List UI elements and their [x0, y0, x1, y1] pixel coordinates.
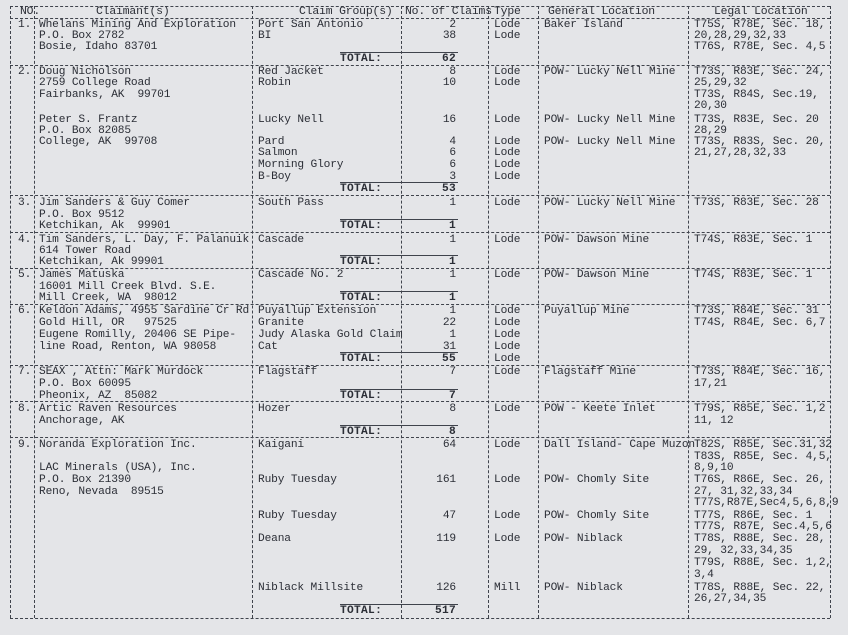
legal-location: T78S, R88E, Sec. 28, — [694, 533, 826, 545]
claim-type: Lode — [494, 439, 521, 451]
general-location: POW- Niblack — [544, 533, 623, 545]
table-vertical-rule — [10, 6, 11, 618]
legal-location: 20,30 — [694, 100, 727, 112]
legal-location: 21,27,28,32,33 — [694, 147, 786, 159]
general-location: Puyallup Mine — [544, 305, 630, 317]
claimant-line: LAC Minerals (USA), Inc. — [39, 462, 197, 474]
header-claim-group: Claim Group(s) — [299, 6, 393, 18]
row-number: 6. — [18, 305, 32, 317]
general-location: POW- Lucky Nell Mine — [544, 114, 676, 126]
table-vertical-rule — [252, 6, 253, 618]
claim-group: B-Boy — [258, 171, 291, 183]
row-number: 2. — [18, 66, 32, 78]
claim-type: Lode — [494, 329, 521, 341]
total-label: TOTAL: — [340, 220, 383, 232]
claim-count: 4 — [449, 136, 456, 148]
claim-group: Granite — [258, 317, 304, 329]
total-value: 55 — [441, 353, 456, 365]
legal-location: T77S, R87E, Sec.4,5,6 — [694, 521, 832, 533]
claim-count: 22 — [442, 317, 456, 329]
claimant-line: College, AK 99708 — [39, 136, 158, 148]
claim-group: Flagstaff — [258, 366, 318, 378]
legal-location: T79S, R88E, Sec. 1,2, — [694, 557, 832, 569]
legal-location: 20,28,29,32,33 — [694, 30, 786, 42]
claim-group: Puyallup Extension — [258, 305, 377, 317]
claim-type: Lode — [494, 171, 521, 183]
total-value: 7 — [448, 390, 456, 402]
claimant-line: Eugene Romilly, 20406 SE Pipe- — [39, 329, 236, 341]
claim-count: 126 — [436, 582, 456, 594]
row-number: 3. — [18, 197, 32, 209]
legal-location: 11, 12 — [694, 415, 734, 427]
claim-group: Red Jacket — [258, 66, 324, 78]
claim-count: 7 — [449, 366, 456, 378]
legal-location: T77S,R87E,Sec4,5,6,8,9 — [694, 497, 839, 509]
legal-location: 25,29,32 — [694, 77, 747, 89]
claimant-line: Mill Creek, WA 98012 — [39, 292, 177, 304]
claimant-line: Jim Sanders & Guy Comer — [39, 197, 190, 209]
legal-location: T74S, R84E, Sec. 6,7 — [694, 317, 826, 329]
legal-location: T82S, R85E, Sec.31,32 — [694, 439, 832, 451]
general-location: POW- Chomly Site — [544, 510, 650, 522]
header-num-claims: No. of Claims — [405, 6, 492, 18]
claim-group: Lucky Nell — [258, 114, 324, 126]
legal-location: T76S, R78E, Sec. 4,5 — [694, 41, 826, 53]
claimant-line: Fairbanks, AK 99701 — [39, 89, 171, 101]
claim-type: Lode — [494, 66, 521, 78]
legal-location: T73S, R84E, Sec. 16, — [694, 366, 826, 378]
general-location: Baker Island — [544, 19, 623, 31]
claimant-line: P.O. Box 60095 — [39, 378, 131, 390]
claimant-line: line Road, Renton, WA 98058 — [39, 341, 217, 353]
table-horizontal-rule — [10, 195, 830, 196]
claim-group: Pard — [258, 136, 285, 148]
total-value: 1 — [448, 292, 456, 304]
claim-group: South Pass — [258, 197, 324, 209]
row-number: 5. — [18, 269, 32, 281]
general-location: POW- Niblack — [544, 582, 623, 594]
claim-count: 1 — [449, 234, 456, 246]
legal-location: T74S, R83E, Sec. 1 — [694, 234, 813, 246]
claimant-line: Pheonix, AZ 85082 — [39, 390, 158, 402]
claim-group: Morning Glory — [258, 159, 344, 171]
claim-count: 8 — [449, 403, 456, 415]
legal-location: T73S, R83E, Sec. 28 — [694, 197, 819, 209]
claimant-line: Ketchikan, Ak 99901 — [39, 220, 171, 232]
claim-type: Lode — [494, 136, 521, 148]
legal-location: T83S, R85E, Sec. 4,5, — [694, 451, 832, 463]
claim-count: 31 — [442, 341, 456, 353]
total-label: TOTAL: — [340, 605, 383, 617]
claim-type: Lode — [494, 317, 521, 329]
legal-location: T75S, R78E, Sec. 18, — [694, 19, 826, 31]
row-number: 8. — [18, 403, 32, 415]
legal-location: T73S, R84E, Sec. 31 — [694, 305, 819, 317]
claim-count: 47 — [442, 510, 456, 522]
claim-count: 10 — [442, 77, 456, 89]
claim-count: 1 — [449, 197, 456, 209]
claimant-line: Gold Hill, OR 97525 — [39, 317, 177, 329]
general-location: POW- Lucky Nell Mine — [544, 136, 676, 148]
claimant-line: Tim Sanders, L. Day, F. Palanuik — [39, 234, 250, 246]
claim-type: Mill — [494, 582, 521, 594]
legal-location: T73S, R83S, Sec. 20, — [694, 136, 826, 148]
claim-group: Robin — [258, 77, 291, 89]
general-location: POW - Keete Inlet — [544, 403, 656, 415]
legal-location: 29, 32,33,34,35 — [694, 545, 793, 557]
claim-count: 1 — [449, 269, 456, 281]
total-value: 1 — [448, 220, 456, 232]
total-label: TOTAL: — [340, 256, 383, 268]
legal-location: T79S, R85E, Sec. 1,2 — [694, 403, 826, 415]
claim-type: Lode — [494, 19, 521, 31]
legal-location: T74S, R83E, Sec. 1 — [694, 269, 813, 281]
total-label: TOTAL: — [340, 426, 383, 438]
general-location: POW- Chomly Site — [544, 474, 650, 486]
claim-group: Cascade — [258, 234, 304, 246]
table-vertical-rule — [488, 6, 489, 618]
claim-type: Lode — [494, 533, 521, 545]
claimant-line: 16001 Mill Creek Blvd. S.E. — [39, 281, 217, 293]
legal-location: T77S, R86E, Sec. 1 — [694, 510, 813, 522]
claim-count: 119 — [436, 533, 456, 545]
general-location: Dall Island- Cape Muzon — [544, 439, 695, 451]
legal-location: T76S, R86E, Sec. 26, — [694, 474, 826, 486]
claimant-line: 614 Tower Road — [39, 245, 131, 257]
claim-type: Lode — [494, 474, 521, 486]
legal-location: T73S, R83E, Sec. 24, — [694, 66, 826, 78]
claim-type: Lode — [494, 353, 521, 365]
claim-type: Lode — [494, 147, 521, 159]
claim-count: 6 — [449, 147, 456, 159]
claimant-line: Keldon Adams, 4955 Sardine Cr Rd — [39, 305, 250, 317]
total-value: 62 — [441, 53, 456, 65]
claimant-line: Whelans Mining And Exploration — [39, 19, 236, 31]
claim-count: 8 — [449, 66, 456, 78]
claim-count: 161 — [436, 474, 456, 486]
claim-type: Lode — [494, 159, 521, 171]
claim-count: 1 — [449, 329, 456, 341]
row-number: 7. — [18, 366, 32, 378]
header-type: Type — [494, 6, 521, 18]
header-legal: Legal Location — [714, 6, 808, 18]
claimant-line: P.O. Box 9512 — [39, 209, 125, 221]
table-horizontal-rule — [10, 232, 830, 233]
header-claimant: Claimant(s) — [96, 6, 170, 18]
claimant-line: Anchorage, AK — [39, 415, 125, 427]
table-vertical-rule — [688, 6, 689, 618]
claim-count: 38 — [442, 30, 456, 42]
claim-type: Lode — [494, 269, 521, 281]
legal-location: 8,9,10 — [694, 462, 734, 474]
total-label: TOTAL: — [340, 53, 383, 65]
total-label: TOTAL: — [340, 353, 383, 365]
claimant-line: Artic Raven Resources — [39, 403, 177, 415]
claimant-line: Doug Nicholson — [39, 66, 131, 78]
total-label: TOTAL: — [340, 292, 383, 304]
claim-group: Hozer — [258, 403, 291, 415]
total-label: TOTAL: — [340, 390, 383, 402]
claimant-line: James Matuska — [39, 269, 125, 281]
claim-type: Lode — [494, 197, 521, 209]
claimant-line: 2759 College Road — [39, 77, 151, 89]
claim-type: Lode — [494, 403, 521, 415]
claimant-line: Noranda Exploration Inc. — [39, 439, 197, 451]
claim-type: Lode — [494, 234, 521, 246]
legal-location: T78S, R88E, Sec. 22, — [694, 582, 826, 594]
legal-location: 3,4 — [694, 569, 714, 581]
general-location: POW- Dawson Mine — [544, 234, 650, 246]
claim-group: BI — [258, 30, 272, 42]
legal-location: T73S, R83E, Sec. 20 — [694, 114, 819, 126]
table-vertical-rule — [34, 6, 35, 618]
total-value: 8 — [448, 426, 456, 438]
general-location: POW- Lucky Nell Mine — [544, 197, 676, 209]
total-value: 53 — [441, 183, 456, 195]
claim-group: Deana — [258, 533, 291, 545]
claimant-line: P.O. Box 82085 — [39, 125, 131, 137]
claim-type: Lode — [494, 305, 521, 317]
table-vertical-rule — [538, 6, 539, 618]
claim-group: Kaigani — [258, 439, 304, 451]
claimant-line: P.O. Box 21390 — [39, 474, 131, 486]
total-value: 517 — [434, 605, 456, 617]
claim-count: 6 — [449, 159, 456, 171]
table-vertical-rule — [401, 6, 402, 618]
claim-group: Cat — [258, 341, 278, 353]
general-location: Flagstaff Mine — [544, 366, 636, 378]
claim-type: Lode — [494, 30, 521, 42]
claim-group: Judy Alaska Gold Claim — [258, 329, 403, 341]
total-label: TOTAL: — [340, 183, 383, 195]
total-value: 1 — [448, 256, 456, 268]
claim-group: Port San Antonio — [258, 19, 364, 31]
claim-count: 1 — [449, 305, 456, 317]
claim-count: 3 — [449, 171, 456, 183]
header-no: NO. — [20, 6, 41, 18]
table-horizontal-rule — [10, 618, 830, 619]
legal-location: 27, 31,32,33,34 — [694, 486, 793, 498]
row-number: 1. — [18, 19, 32, 31]
claim-type: Lode — [494, 341, 521, 353]
header-location: General Location — [548, 6, 655, 18]
legal-location: 26,27,34,35 — [694, 593, 767, 605]
claim-count: 64 — [442, 439, 456, 451]
claim-group: Ruby Tuesday — [258, 510, 337, 522]
claimant-line: Reno, Nevada 89515 — [39, 486, 164, 498]
row-number: 4. — [18, 234, 32, 246]
claim-group: Niblack Millsite — [258, 582, 364, 594]
claim-group: Salmon — [258, 147, 298, 159]
legal-location: 28,29 — [694, 125, 727, 137]
legal-location: T73S, R84S, Sec.19, — [694, 89, 819, 101]
claim-type: Lode — [494, 77, 521, 89]
claimant-line: Ketchikan, Ak 99901 — [39, 256, 164, 268]
claimant-line: P.O. Box 2782 — [39, 30, 125, 42]
legal-location: 17,21 — [694, 378, 727, 390]
claim-group: Ruby Tuesday — [258, 474, 337, 486]
claimant-line: SEAX , Attn: Mark Murdock — [39, 366, 204, 378]
claim-type: Lode — [494, 114, 521, 126]
general-location: POW- Lucky Nell Mine — [544, 66, 676, 78]
row-number: 9. — [18, 439, 32, 451]
claimant-line: Bosie, Idaho 83701 — [39, 41, 158, 53]
claimant-line: Peter S. Frantz — [39, 114, 138, 126]
claim-type: Lode — [494, 510, 521, 522]
claim-group: Cascade No. 2 — [258, 269, 344, 281]
claim-count: 2 — [449, 19, 456, 31]
claim-type: Lode — [494, 366, 521, 378]
claim-count: 16 — [442, 114, 456, 126]
general-location: POW- Dawson Mine — [544, 269, 650, 281]
